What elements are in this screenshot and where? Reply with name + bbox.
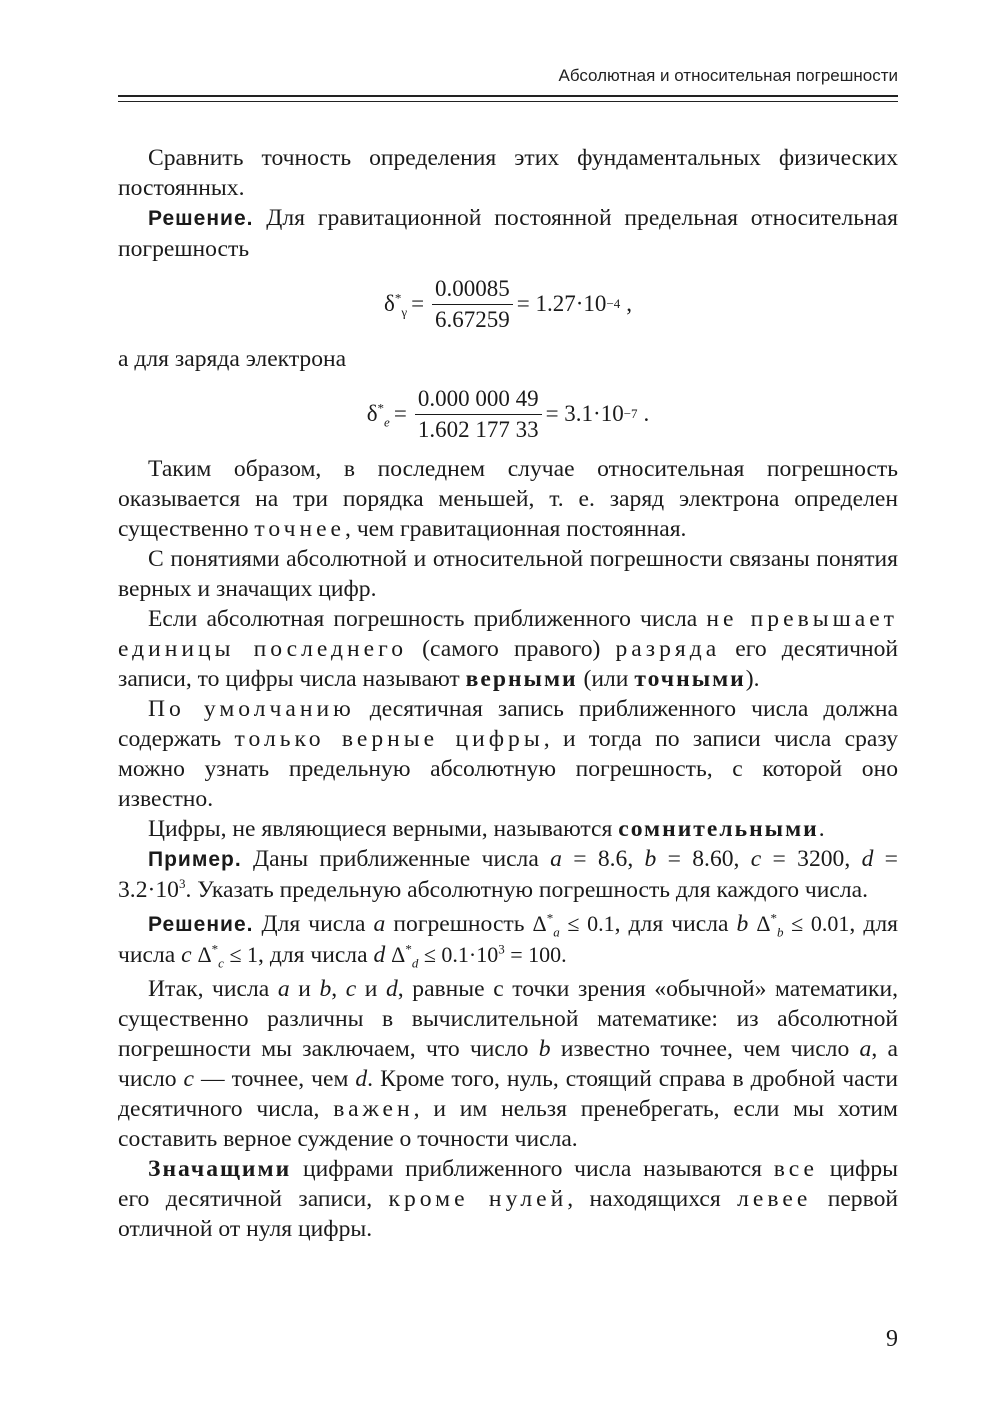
- solution-label: Решение.: [148, 207, 254, 230]
- math-delta-b: $\Delta^*_b \le 0.01$: [756, 910, 850, 940]
- paragraph-doubtful: Цифры, не являющиеся верными, называются сомнительными.: [148, 816, 825, 842]
- example-label: Пример.: [148, 848, 242, 871]
- fraction: [415, 386, 542, 443]
- page-number: 9: [886, 1326, 898, 1352]
- math-delta-a: $\Delta^*_a \le 0.1$: [532, 910, 615, 940]
- paragraph-summary: Итак, числа a и b, c и d, равные с точки зрения «обычной» математики, существенно различны в вычислительной математике: из абсолютной погрешности мы заключаем, что число b известно точнее, чем число a, а число c — точнее, чем d. Кроме того, нуль, стоящий справа в дробной части десятичного числа, важен, и им нельзя пренебрегать, если мы хотим составить верное суждение о точности числа.: [118, 976, 899, 1152]
- math-delta-c: $\Delta^*_c \le 1$: [197, 941, 259, 971]
- paragraph-true-digits: Если абсолютная погрешность приближенного числа не превышает единицы последнего (самого правого) разряда его десятичной записи, то цифры числа называют верными (или точными).: [118, 606, 899, 692]
- math-delta-d: $\Delta^*_d \le 0.1\cdot 10^3 = 100$.: [391, 941, 567, 971]
- paragraph-conclusion: Таким образом, в последнем случае относительная погрешность оказывается на три порядка меньшей, т. е. заряд электрона определен существенно точнее, чем гравитационная постоянная.: [118, 456, 898, 542]
- fraction: [432, 276, 513, 333]
- paragraph-example: Пример. Даны приближенные числа a = 8.6, b = 8.60, c = 3200, $d = 3.2\cdot 10^3$. Указать предельную абсолютную погрешность для каждого числа.: [118, 846, 898, 903]
- running-header: Абсолютная и относительная погрешности: [558, 66, 898, 85]
- paragraph-solution-1: Решение. Для гравитационной постоянной предельная относительная погрешность: [118, 205, 898, 262]
- paragraph-electron: а для заряда электрона: [118, 346, 347, 372]
- fraction-denominator: 6.67259: [435, 306, 510, 332]
- header-rule-thick: [118, 95, 898, 97]
- formula-electron: $\delta^*_e$ = $\frac{0.000 000 49}{1.602 177 33}$ = 3.1·10 −7 .: [366, 385, 650, 442]
- paragraph-significant: Значащими цифрами приближенного числа называются все цифры его десятичной записи, кроме нулей, находящихся левее первой отличной от нуля цифры.: [118, 1156, 899, 1242]
- paragraph-compare: Сравнить точность определения этих фундаментальных физических постоянных.: [118, 145, 898, 201]
- paragraph-concepts: С понятиями абсолютной и относительной погрешности связаны понятия верных и значащих цифр.: [118, 546, 898, 602]
- solution-label: Решение.: [148, 913, 254, 936]
- header-rule-thin: [118, 101, 898, 102]
- main-text: [118, 143, 898, 1244]
- delta-symbol: $\delta^*_e$: [366, 400, 390, 430]
- paragraph-default: По умолчанию десятичная запись приближенного числа должна содержать только верные цифры, и тогда по записи числа сразу можно узнать предельную абсолютную погрешность, с которой оно известно.: [118, 696, 898, 812]
- delta-symbol: $\delta^*_\gamma$: [383, 290, 408, 320]
- formula-gravity: $\delta^*_\gamma$ = $\frac{0.00085}{6.67259}$ = 1.27·10 −4 ,: [383, 275, 633, 332]
- paragraph-solution-2: Решение. Для числа a погрешность $\Delta^*_a \le 0.1$, для числа b $\Delta^*_b \le 0.01$, для числа c $\Delta^*_c \le 1$, для числа d $\Delta^*_d \le 0.1\cdot 10^3 = 100$.: [118, 910, 898, 971]
- fraction-numerator: 0.00085: [432, 276, 513, 305]
- fraction-denominator: 1.602 177 33: [417, 416, 539, 442]
- fraction-numerator: 0.000 000 49: [415, 386, 542, 415]
